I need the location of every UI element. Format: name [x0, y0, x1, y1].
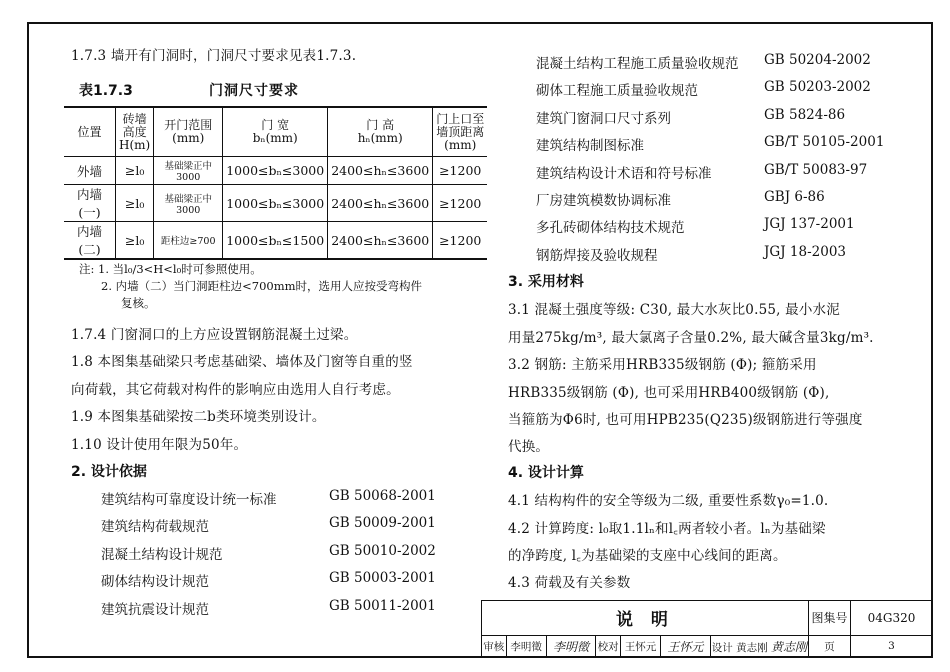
std-code: GB 50203-2002	[764, 79, 871, 95]
std-code: GB 50011-2001	[329, 598, 436, 614]
header-top-3: (mm)	[444, 137, 477, 152]
std-name: 建筑结构设计术语和符号标准	[536, 166, 712, 182]
page-label: 页	[808, 635, 850, 657]
header-height-3: H(m)	[119, 137, 151, 152]
cell-position: 内墙(二)	[64, 222, 116, 260]
cell-width: 1000≤bₙ≤1500	[223, 222, 328, 260]
table-note-2: 2. 内墙（二）当门洞距柱边<700mm时，选用人应按受弯构件	[101, 279, 423, 293]
para-1-8-a: 1.8 本图集基础梁只考虑基础梁、墙体及门窗等自重的竖	[71, 354, 413, 370]
section-2-heading: 2. 设计依据	[71, 464, 147, 480]
para-1-9: 1.9 本图集基础梁按二b类环境类别设计。	[71, 409, 326, 425]
door-opening-table	[64, 106, 487, 260]
std-name: 砌体结构设计规范	[101, 574, 209, 590]
para-3-2-d: 代换。	[508, 439, 550, 455]
table-row	[64, 222, 487, 260]
std-code: GB 50010-2002	[329, 543, 436, 559]
section-3-heading: 3. 采用材料	[508, 274, 584, 290]
table-row	[64, 185, 487, 222]
cell-height: ≥l₀	[116, 157, 154, 185]
para-1-10: 1.10 设计使用年限为50年。	[71, 437, 248, 453]
section-1-7-3: 1.7.3 墙开有门洞时，门洞尺寸要求见表1.7.3.	[71, 48, 357, 64]
cell-door-height: 2400≤hₙ≤3600	[328, 222, 433, 260]
section-4-heading: 4. 设计计算	[508, 465, 584, 481]
std-name: 厂房建筑模数协调标准	[536, 193, 671, 209]
checker-signature-text: 王怀元	[667, 639, 704, 654]
design-label: 设计	[711, 641, 733, 654]
cell-position: 外墙	[64, 157, 116, 185]
cell-width: 1000≤bₙ≤3000	[223, 185, 328, 222]
std-name: 多孔砖砌体结构技术规范	[536, 220, 685, 236]
para-3-2-a: 3.2 钢筋: 主筋采用HRB335级钢筋 (Φ); 箍筋采用	[508, 357, 817, 373]
table-title: 门洞尺寸要求	[209, 83, 299, 99]
para-3-1-b: 用量275kg/m³, 最大氯离子含量0.2%, 最大碱含量3kg/m³.	[508, 330, 874, 346]
table-header-row	[64, 107, 487, 157]
std-code: JGJ 137-2001	[764, 216, 855, 232]
title-block	[481, 600, 933, 658]
std-name: 建筑结构荷载规范	[101, 519, 209, 535]
para-3-2-b: HRB335级钢筋 (Φ), 也可采用HRB400级钢筋 (Φ),	[508, 385, 830, 401]
header-width-2: bₙ(mm)	[252, 131, 298, 145]
reviewer-name: 李明徵	[506, 635, 546, 657]
header-range-2: (mm)	[172, 131, 205, 145]
std-name: 砌体工程施工质量验收规范	[536, 83, 698, 99]
header-range	[154, 107, 223, 157]
std-code: GB/T 50083-97	[764, 162, 868, 178]
cell-range: 基础梁正中3000	[154, 157, 223, 185]
checker-name: 王怀元	[620, 635, 660, 657]
header-height	[116, 107, 154, 157]
designer-signature: 黄志刚	[770, 639, 807, 654]
cell-range: 基础梁正中3000	[154, 185, 223, 222]
header-top-1: 门上口至	[436, 111, 485, 126]
header-top-2: 墙顶距离	[436, 124, 485, 139]
reviewer-signature: 李明徵	[546, 635, 596, 657]
cell-height: ≥l₀	[116, 222, 154, 260]
header-door-height-2: hₙ(mm)	[357, 131, 403, 145]
design-cell	[710, 635, 808, 657]
header-range-1: 开门范围	[164, 118, 213, 132]
cell-range: 距柱边≥700	[154, 222, 223, 260]
cell-width: 1000≤bₙ≤3000	[223, 157, 328, 185]
table-note-1: 注: 1. 当l₀/3<H<l₀时可参照使用。	[79, 262, 262, 276]
std-code: GB 50009-2001	[329, 515, 436, 531]
para-3-2-c: 当箍筋为Φ6时, 也可用HPB235(Q235)级钢筋进行等强度	[508, 412, 863, 428]
designer-name: 黄志刚	[736, 641, 768, 654]
para-1-7-4: 1.7.4 门窗洞口的上方应设置钢筋混凝土过梁。	[71, 327, 358, 343]
para-4-1: 4.1 结构构件的安全等级为二级, 重要性系数γ₀=1.0.	[508, 493, 829, 509]
table-number: 表1.7.3	[79, 83, 133, 99]
std-name: 建筑抗震设计规范	[101, 602, 209, 618]
title-block-title: 说 明	[482, 601, 809, 636]
table-row	[64, 157, 487, 185]
header-door-height-1: 门 高	[366, 118, 395, 132]
std-code: GB 5824-86	[764, 107, 846, 123]
para-1-8-b: 向荷载，其它荷载对构件的影响应由选用人自行考虑。	[71, 382, 400, 398]
header-height-2: 高度	[122, 124, 147, 139]
table-note-3: 复核。	[121, 296, 156, 310]
std-code: GB 50068-2001	[329, 488, 436, 504]
header-position: 位置	[64, 107, 116, 157]
std-name: 建筑门窗洞口尺寸系列	[536, 111, 671, 127]
header-width	[223, 107, 328, 157]
header-width-1: 门 宽	[261, 118, 290, 132]
cell-door-height: 2400≤hₙ≤3600	[328, 157, 433, 185]
atlas-label: 图集号	[808, 601, 850, 636]
std-name: 混凝土结构设计规范	[101, 547, 223, 563]
para-4-3: 4.3 荷载及有关参数	[508, 575, 631, 591]
header-height-1: 砖墙	[122, 111, 147, 126]
para-3-1-a: 3.1 混凝土强度等级: C30, 最大水灰比0.55, 最小水泥	[508, 302, 840, 318]
cell-top: ≥1200	[433, 222, 488, 260]
std-code: GB 50204-2002	[764, 52, 871, 68]
cell-door-height: 2400≤hₙ≤3600	[328, 185, 433, 222]
cell-top: ≥1200	[433, 185, 488, 222]
cell-position: 内墙(一)	[64, 185, 116, 222]
std-code: GB 50003-2001	[329, 570, 436, 586]
header-door-height	[328, 107, 433, 157]
std-name: 建筑结构可靠度设计统一标准	[101, 492, 277, 508]
std-name: 建筑结构制图标准	[536, 138, 644, 154]
std-name: 钢筋焊接及验收规程	[536, 248, 658, 264]
cell-height: ≥l₀	[116, 185, 154, 222]
std-name: 混凝土结构工程施工质量验收规范	[536, 56, 739, 72]
check-label: 校对	[596, 635, 621, 657]
std-code: GBJ 6-86	[764, 189, 825, 205]
para-4-2-a: 4.2 计算跨度: l₀取1.1lₙ和l꜀两者较小者。lₙ为基础梁	[508, 521, 826, 537]
para-4-2-b: 的净跨度, l꜀为基础梁的支座中心线间的距离。	[508, 548, 787, 564]
header-top-distance	[433, 107, 488, 157]
review-label: 审核	[482, 635, 507, 657]
std-code: JGJ 18-2003	[764, 244, 846, 260]
checker-signature	[661, 635, 711, 657]
atlas-number: 04G320	[851, 601, 933, 636]
page-number: 3	[851, 635, 933, 657]
std-code: GB/T 50105-2001	[764, 134, 885, 150]
cell-top: ≥1200	[433, 157, 488, 185]
